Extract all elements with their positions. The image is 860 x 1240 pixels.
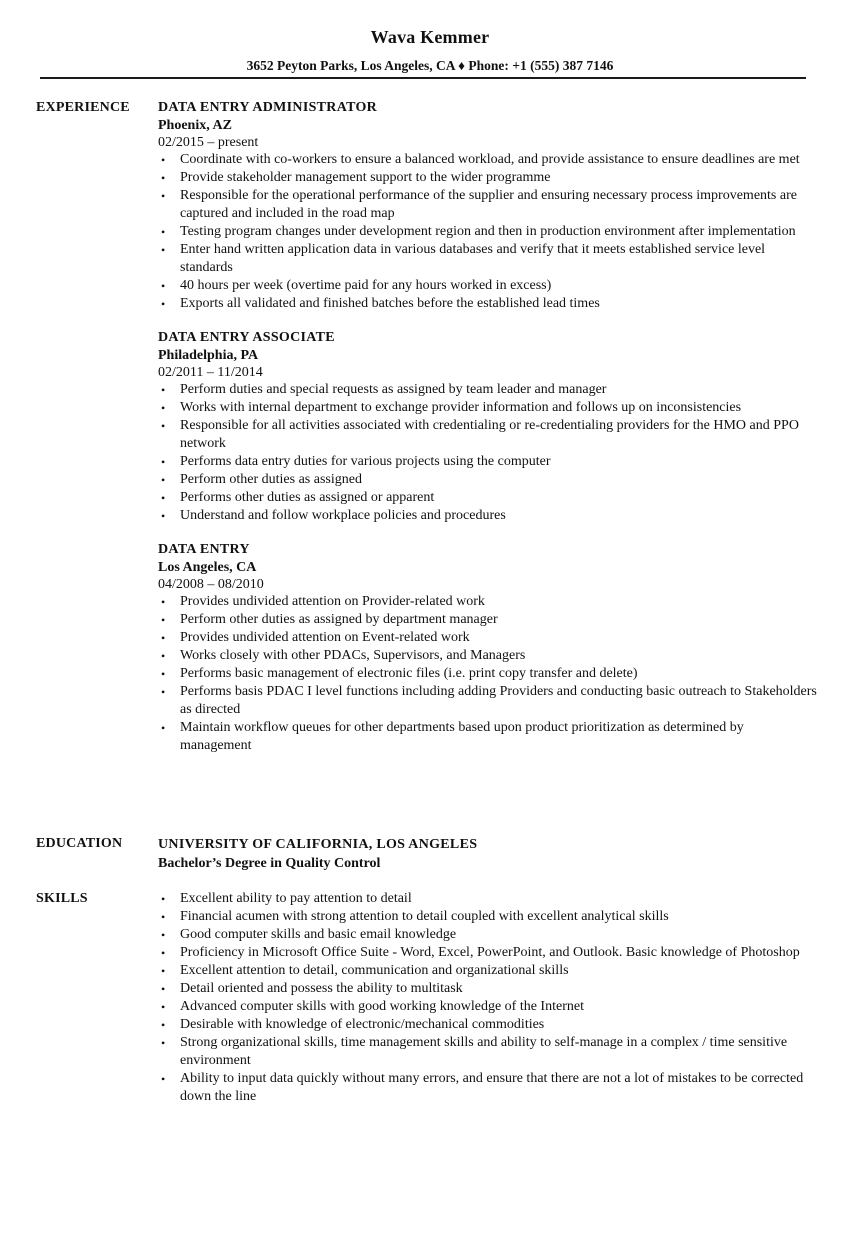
list-item bbox=[158, 241, 818, 277]
job-dates: 04/2008 – 08/2010 bbox=[158, 577, 264, 592]
list-item bbox=[158, 453, 818, 471]
bullet-icon: • bbox=[161, 964, 166, 978]
job-location: Phoenix, AZ bbox=[158, 118, 232, 133]
bullet-icon: • bbox=[161, 297, 166, 311]
skills-body bbox=[158, 890, 818, 1106]
education-school: UNIVERSITY OF CALIFORNIA, LOS ANGELES bbox=[158, 837, 478, 852]
job-location: Los Angeles, CA bbox=[158, 560, 257, 575]
bullet-text: Enter hand written application data in various databases and verify that it meets established service level standards bbox=[180, 242, 766, 275]
list-item bbox=[158, 295, 818, 313]
bullet-icon: • bbox=[161, 928, 166, 942]
bullet-icon: • bbox=[161, 946, 166, 960]
job-title: DATA ENTRY bbox=[158, 542, 250, 557]
bullet-text: Provides undivided attention on Event-related work bbox=[180, 630, 470, 645]
bullet-icon: • bbox=[161, 649, 166, 663]
skills-bullets bbox=[158, 890, 818, 1106]
job-dates: 02/2011 – 11/2014 bbox=[158, 365, 263, 380]
bullet-text: Performs other duties as assigned or apparent bbox=[180, 490, 435, 505]
list-item bbox=[158, 944, 818, 962]
list-item bbox=[158, 647, 818, 665]
list-item bbox=[158, 908, 818, 926]
bullet-text: Perform other duties as assigned by department manager bbox=[180, 612, 498, 627]
bullet-text: Works closely with other PDACs, Supervisors, and Managers bbox=[180, 648, 526, 663]
list-item bbox=[158, 381, 818, 399]
job-entry bbox=[158, 99, 818, 313]
bullet-icon: • bbox=[161, 685, 166, 699]
list-item bbox=[158, 1016, 818, 1034]
bullet-text: Excellent ability to pay attention to detail bbox=[180, 891, 412, 906]
bullet-icon: • bbox=[161, 279, 166, 293]
bullet-icon: • bbox=[161, 473, 166, 487]
list-item bbox=[158, 169, 818, 187]
bullet-text: Performs basic management of electronic files (i.e. print copy transfer and delete) bbox=[180, 666, 638, 681]
list-item bbox=[158, 890, 818, 908]
bullet-text: Advanced computer skills with good working knowledge of the Internet bbox=[180, 999, 584, 1014]
list-item bbox=[158, 998, 818, 1016]
bullet-icon: • bbox=[161, 189, 166, 203]
bullet-icon: • bbox=[161, 721, 166, 735]
bullet-text: Responsible for all activities associated with credentialing or re-credentialing providers for the HMO and PPO network bbox=[180, 418, 799, 451]
list-item bbox=[158, 489, 818, 507]
job-entry bbox=[158, 541, 818, 755]
list-item bbox=[158, 926, 818, 944]
list-item bbox=[158, 683, 818, 719]
job-bullets bbox=[158, 151, 818, 313]
bullet-text: Works with internal department to exchange provider information and follows up on inconsistencies bbox=[180, 400, 742, 415]
bullet-text: Exports all validated and finished batches before the established lead times bbox=[180, 296, 600, 311]
list-item bbox=[158, 417, 818, 453]
list-item bbox=[158, 277, 818, 295]
bullet-text: Proficiency in Microsoft Office Suite - Word, Excel, PowerPoint, and Outlook. Basic knowledge of Photoshop bbox=[180, 945, 800, 960]
bullet-icon: • bbox=[161, 1018, 166, 1032]
bullet-icon: • bbox=[161, 419, 166, 433]
experience-label: EXPERIENCE bbox=[36, 100, 130, 115]
job-bullets bbox=[158, 593, 818, 755]
bullet-text: Perform other duties as assigned bbox=[180, 472, 362, 487]
job-bullets bbox=[158, 381, 818, 525]
header-divider bbox=[40, 77, 806, 79]
bullet-text: Financial acumen with strong attention to detail coupled with excellent analytical skills bbox=[180, 909, 669, 924]
job-dates: 02/2015 – present bbox=[158, 135, 259, 150]
bullet-icon: • bbox=[161, 225, 166, 239]
list-item bbox=[158, 471, 818, 489]
list-item bbox=[158, 223, 818, 241]
bullet-icon: • bbox=[161, 383, 166, 397]
list-item bbox=[158, 151, 818, 169]
bullet-text: Maintain workflow queues for other departments based upon product prioritization as determined by management bbox=[180, 720, 744, 753]
resume-header bbox=[0, 0, 860, 74]
bullet-icon: • bbox=[161, 982, 166, 996]
skills-label: SKILLS bbox=[36, 891, 88, 906]
job-location: Philadelphia, PA bbox=[158, 348, 259, 363]
bullet-text: Ability to input data quickly without many errors, and ensure that there are not a lot of mistakes to be corrected down the line bbox=[180, 1071, 804, 1104]
bullet-icon: • bbox=[161, 171, 166, 185]
bullet-icon: • bbox=[161, 509, 166, 523]
bullet-icon: • bbox=[161, 1036, 166, 1050]
bullet-icon: • bbox=[161, 491, 166, 505]
contact-line: 3652 Peyton Parks, Los Angeles, CA ♦ Phone: +1 (555) 387 7146 bbox=[246, 58, 614, 73]
bullet-icon: • bbox=[161, 613, 166, 627]
bullet-text: Coordinate with co-workers to ensure a balanced workload, and provide assistance to ensure deadlines are met bbox=[180, 152, 800, 167]
bullet-icon: • bbox=[161, 595, 166, 609]
bullet-text: Provides undivided attention on Provider-related work bbox=[180, 594, 485, 609]
bullet-text: Strong organizational skills, time management skills and ability to self-manage in a complex / time sensitive environment bbox=[180, 1035, 788, 1068]
bullet-icon: • bbox=[161, 401, 166, 415]
experience-body bbox=[158, 99, 818, 771]
list-item bbox=[158, 980, 818, 998]
bullet-icon: • bbox=[161, 910, 166, 924]
bullet-text: Testing program changes under development region and then in production environment after implementation bbox=[180, 224, 796, 239]
list-item bbox=[158, 1070, 818, 1106]
job-entry bbox=[158, 329, 818, 525]
list-item bbox=[158, 719, 818, 755]
education-body bbox=[158, 835, 818, 873]
list-item bbox=[158, 187, 818, 223]
education-label: EDUCATION bbox=[36, 836, 123, 851]
bullet-text: Excellent attention to detail, communication and organizational skills bbox=[180, 963, 569, 978]
bullet-icon: • bbox=[161, 153, 166, 167]
bullet-icon: • bbox=[161, 455, 166, 469]
list-item bbox=[158, 507, 818, 525]
list-item bbox=[158, 665, 818, 683]
list-item bbox=[158, 593, 818, 611]
bullet-icon: • bbox=[161, 243, 166, 257]
bullet-text: Provide stakeholder management support to the wider programme bbox=[180, 170, 551, 185]
bullet-icon: • bbox=[161, 1000, 166, 1014]
bullet-text: Detail oriented and possess the ability to multitask bbox=[180, 981, 463, 996]
bullet-text: Responsible for the operational performance of the supplier and ensuring necessary process improvements are captured and included in the road map bbox=[180, 188, 797, 221]
list-item bbox=[158, 611, 818, 629]
list-item bbox=[158, 629, 818, 647]
education-degree: Bachelor’s Degree in Quality Control bbox=[158, 856, 381, 871]
job-title: DATA ENTRY ASSOCIATE bbox=[158, 330, 335, 345]
bullet-text: Perform duties and special requests as assigned by team leader and manager bbox=[180, 382, 607, 397]
candidate-name: Wava Kemmer bbox=[370, 27, 490, 47]
list-item bbox=[158, 399, 818, 417]
bullet-icon: • bbox=[161, 1072, 166, 1086]
bullet-text: Performs basis PDAC I level functions including adding Providers and conducting basic outreach to Stakeholders as directed bbox=[180, 684, 817, 717]
list-item bbox=[158, 1034, 818, 1070]
bullet-icon: • bbox=[161, 631, 166, 645]
job-title: DATA ENTRY ADMINISTRATOR bbox=[158, 100, 378, 115]
bullet-text: Performs data entry duties for various projects using the computer bbox=[180, 454, 551, 469]
bullet-icon: • bbox=[161, 892, 166, 906]
list-item bbox=[158, 962, 818, 980]
bullet-text: Understand and follow workplace policies and procedures bbox=[180, 508, 506, 523]
bullet-text: 40 hours per week (overtime paid for any hours worked in excess) bbox=[180, 278, 552, 293]
bullet-text: Good computer skills and basic email knowledge bbox=[180, 927, 457, 942]
bullet-icon: • bbox=[161, 667, 166, 681]
bullet-text: Desirable with knowledge of electronic/mechanical commodities bbox=[180, 1017, 545, 1032]
